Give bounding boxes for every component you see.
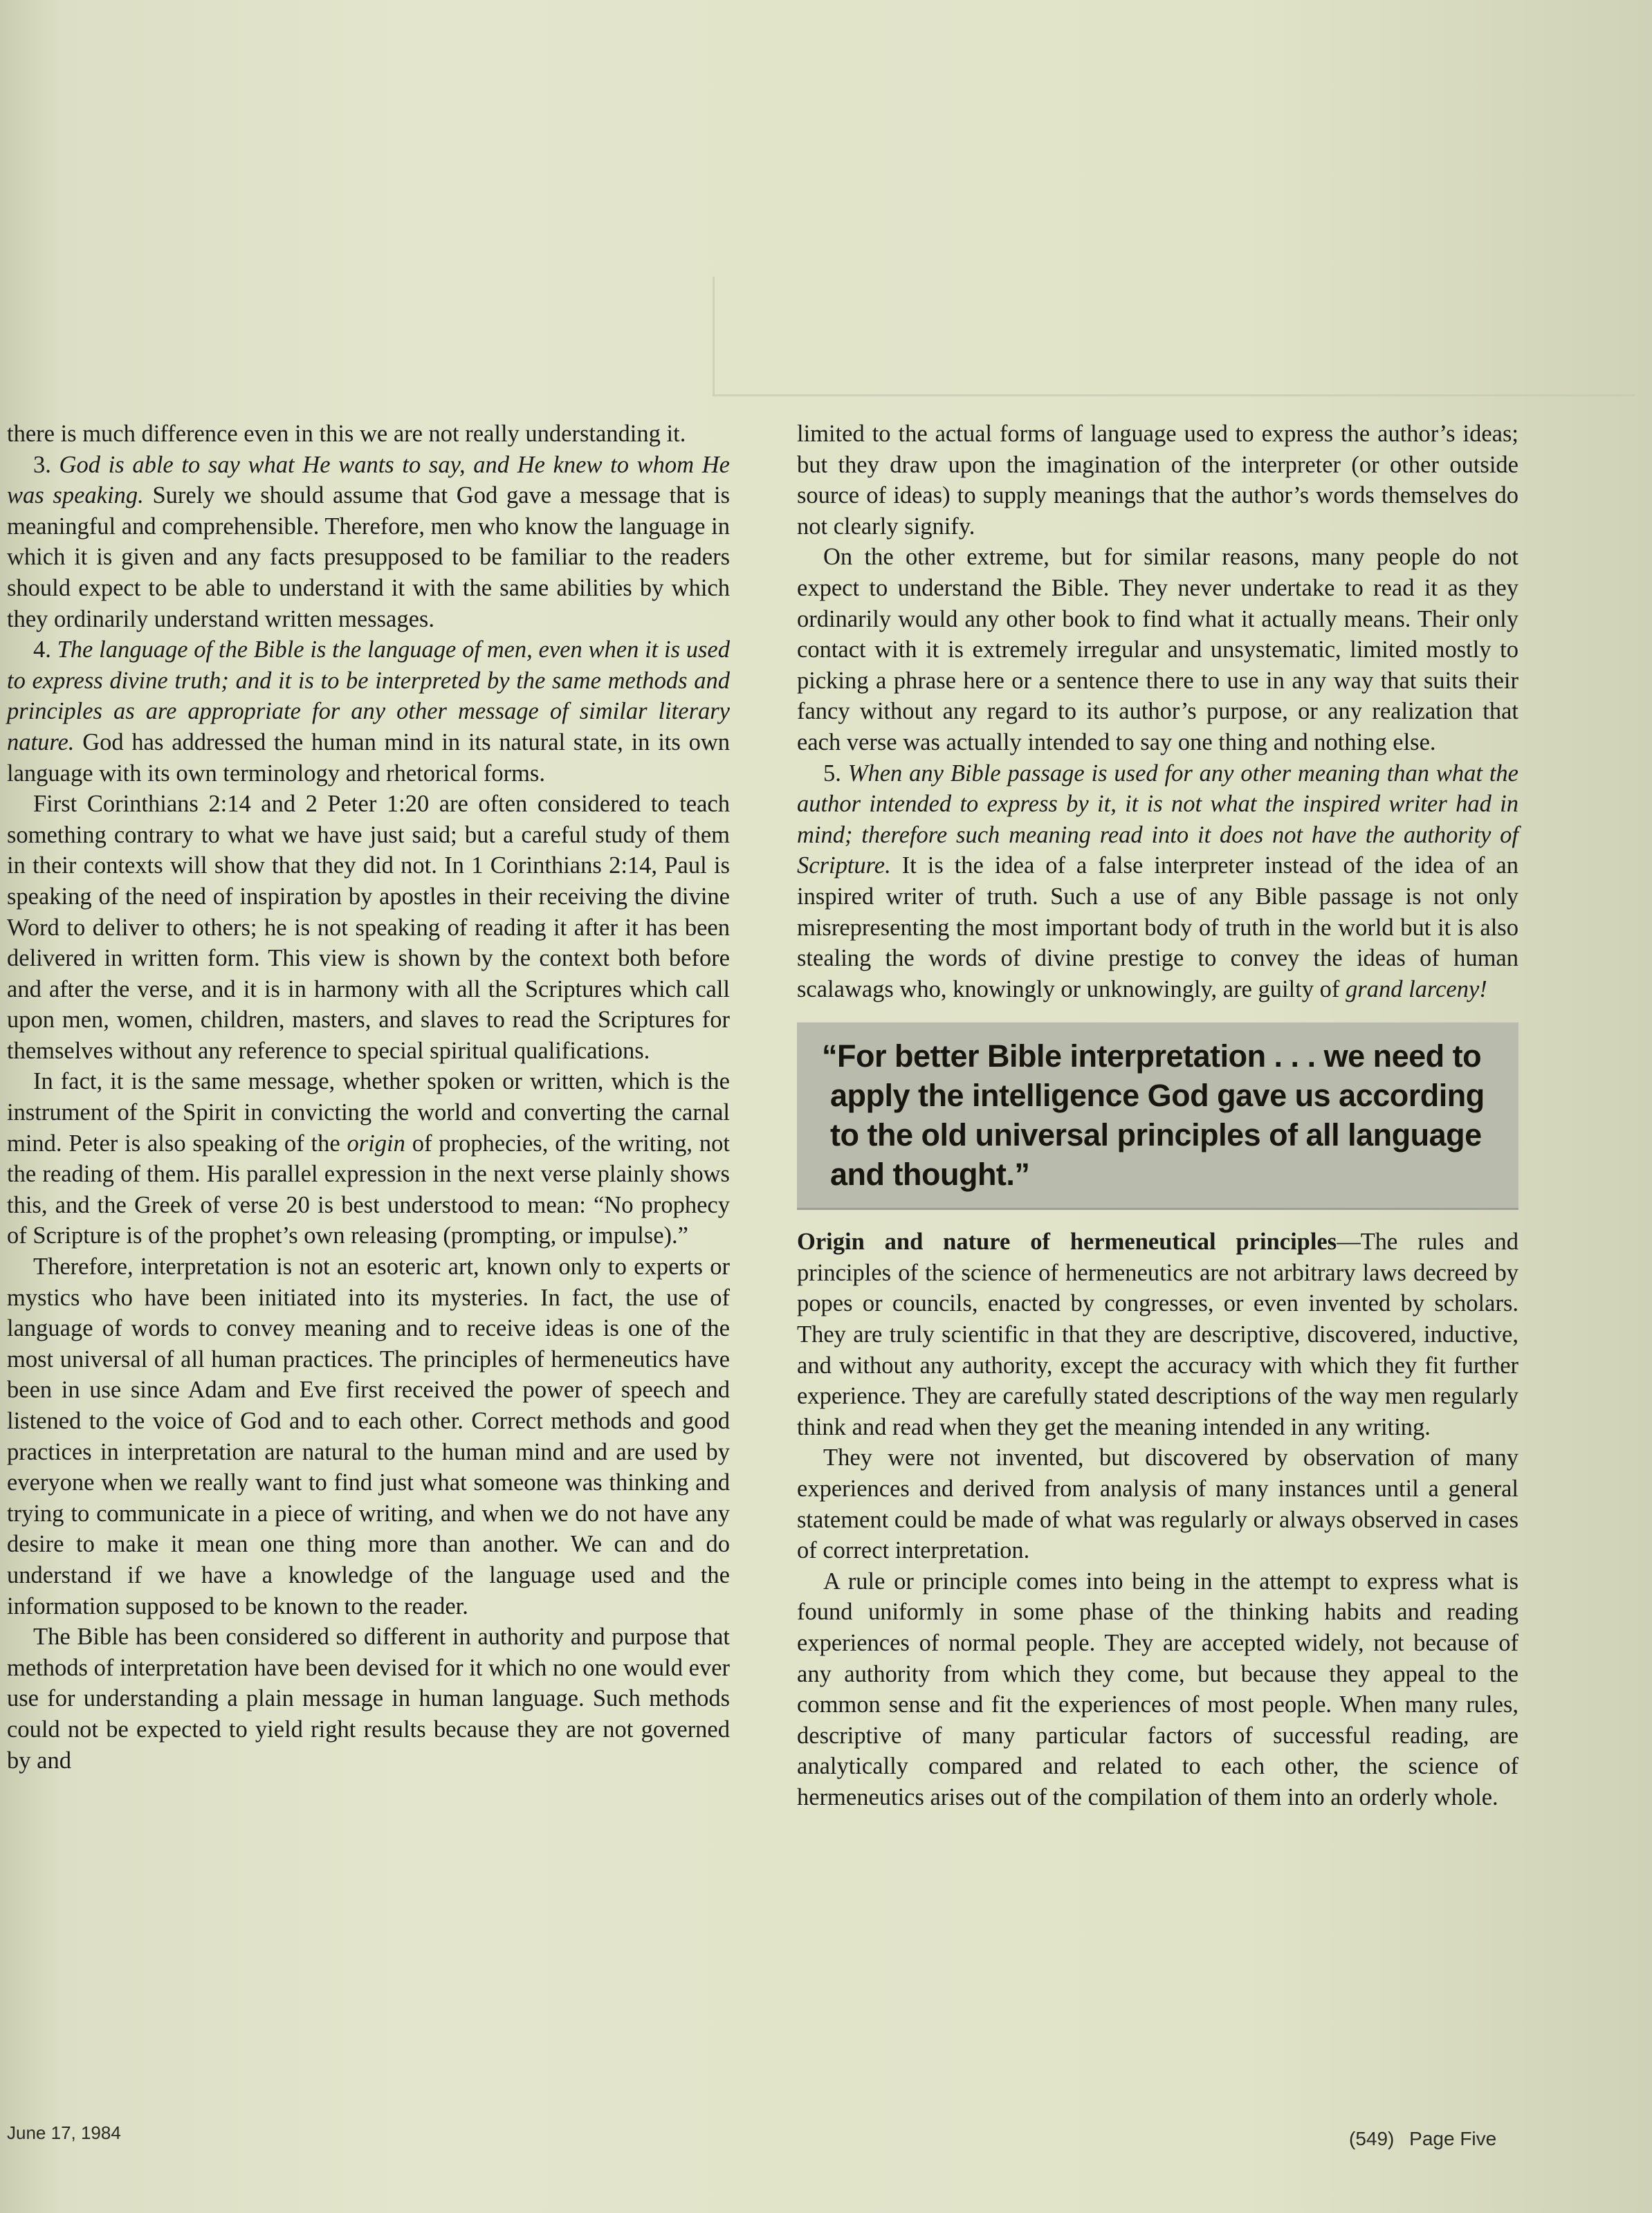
text-run: God has addressed the human mind in its natural state, in its own language with its own terminology and rhetorical forms. bbox=[7, 728, 730, 787]
text-run: 3. bbox=[33, 451, 59, 478]
paragraph: The Bible has been considered so different in authority and purpose that methods of interpretation have been devised for it which no one would ever use for understanding a plain message in human language. Such methods could not be expected to yield right results because they are not governed by and bbox=[7, 1624, 730, 1774]
italic-text: The language of the Bible is the language of men, even when it is used to express divine truth; and it is to be interpreted by the same methods and principles as are appropriate for any other message of similar literary nature. bbox=[7, 636, 730, 755]
faded-header-bleedthrough bbox=[138, 118, 1626, 408]
right-column-bottom-text bbox=[797, 1227, 1518, 1812]
text-run: —The rules and principles of the science of hermeneutics are not arbitrary laws decreed by popes or councils, enacted by congresses, or even invented by scholars. They are truly scientific in that they are descriptive, discovered, inductive, and without any authority, except the accuracy with which they fit further experience. They are carefully stated descriptions of the way men regularly think and read when they get the meaning intended in any writing. bbox=[797, 1229, 1518, 1440]
footer-page-number bbox=[1349, 2128, 1496, 2150]
paragraph: Therefore, interpretation is not an esoteric art, known only to experts or mystics who have been initiated into its mysteries. In fact, the use of language of words to convey meaning and to receive ideas is one of the most universal of all human practices. The principles of hermeneutics have been in use since Adam and Eve first received the power of speech and listened to the voice of God and to each other. Correct methods and good practices in interpretation are natural to the human mind and are used by everyone when we really want to find just what someone was thinking and trying to communicate in a piece of writing, and when we do not have any desire to make it mean one thing more than another. We can and do understand if we have a knowledge of the language used and the information supposed to be known to the reader. bbox=[7, 1254, 730, 1619]
paragraph: there is much difference even in this we are not really understanding it. bbox=[7, 421, 686, 447]
paragraph: First Corinthians 2:14 and 2 Peter 1:20 are often considered to teach something contrary to what we have just said; but a careful study of them in their contexts will show that they did not. In 1 Corinthians 2:14, Paul is speaking of the need of inspiration by apostles in their receiving the divine Word to deliver to others; he is not speaking of reading it after it has been delivered in written form. This view is shown by the context both before and after the verse, and it is in harmony with all the Scriptures which call upon men, women, children, masters, and slaves to read the Scriptures for themselves without any reference to special spiritual qualifications. bbox=[7, 791, 730, 1064]
footer-page-code: (549) bbox=[1349, 2128, 1395, 2149]
paragraph: On the other extreme, but for similar reasons, many people do not expect to understand the Bible. They never undertake to read it as they ordinarily would any other book to find what it actually means. Their only contact with it is extremely irregular and unsystematic, limited mostly to picking a phrase here or a sentence there to use in any way that suits their fancy without any regard to its author’s purpose, or any realization that each verse was actually intended to say one thing and nothing else. bbox=[797, 544, 1518, 755]
run-in-heading: Origin and nature of hermeneutical principles bbox=[797, 1229, 1337, 1256]
text-run: It is the idea of a false interpreter instead of the idea of an inspired writer of truth. Such a use of any Bible passage is not only misrepresenting the most important body of truth in the world but it is also stealing the words of divine prestige to convey the ideas of human scalawags who, knowingly or unknowingly, are guilty of bbox=[797, 852, 1518, 1002]
footer-date: June 17, 1984 bbox=[7, 2122, 121, 2143]
right-column-top-text bbox=[797, 419, 1518, 1004]
text-run: 5. bbox=[823, 760, 848, 787]
pull-quote: “For better Bible interpretation . . . we need to apply the intelligence God gave us according to the old universal principles of all language and thought.” bbox=[797, 1022, 1518, 1210]
italic-text: grand larceny! bbox=[1346, 975, 1487, 1002]
text-run: Surely we should assume that God gave a message that is meaningful and comprehensible. Therefore, men who know the language in which it is given and any facts presupposed to be familiar to the readers should expect to be able to understand it with the same abilities by which they ordinarily understand written messages. bbox=[7, 482, 730, 632]
text-run: In fact, it is the same message, whether spoken or written, which is the instrument of the Spirit in convicting the world and converting the carnal mind. Peter is also speaking of the bbox=[7, 1068, 730, 1157]
paragraph bbox=[797, 758, 1518, 1005]
header-rule-box bbox=[713, 277, 1635, 396]
text-run: of prophecies, of the writing, not the reading of them. His parallel expression in the next verse plainly shows this, and the Greek of verse 20 is best understood to mean: “No prophecy of Scripture is of the prophet’s own releasing (prompting, or impulse).” bbox=[7, 1130, 730, 1249]
left-column bbox=[7, 419, 730, 1776]
paragraph: limited to the actual forms of language used to express the author’s ideas; but they draw upon the imagination of the interpreter (or other outside source of ideas) to supply meanings that the author’s words themselves do not clearly signify. bbox=[797, 421, 1518, 540]
paragraph: They were not invented, but discovered by observation of many experiences and derived from analysis of many instances until a general statement could be made of what was regularly or always observed in cases of correct interpretation. bbox=[797, 1444, 1518, 1564]
italic-text: God is able to say what He wants to say, and He knew to whom He was speaking. bbox=[7, 451, 730, 509]
text-run: 4. bbox=[33, 636, 57, 663]
italic-text: origin bbox=[347, 1130, 405, 1157]
footer-page-label: Page Five bbox=[1409, 2128, 1497, 2149]
italic-text: When any Bible passage is used for any other meaning than what the author intended to express by it, it is not what the inspired writer had in mind; therefore such meaning read into it does not have the authority of Scripture. bbox=[797, 760, 1518, 879]
paragraph bbox=[7, 634, 730, 789]
right-column bbox=[797, 419, 1518, 1813]
paragraph bbox=[797, 1227, 1518, 1442]
paragraph: A rule or principle comes into being in the attempt to express what is found uniformly in some phase of the thinking habits and reading experiences of normal people. They are accepted widely, not because of any authority from which they come, but because they appeal to the common sense and fit the experiences of most people. When many rules, descriptive of many particular factors of successful reading, are analytically compared and related to each other, the science of hermeneutics arises out of the compilation of them into an orderly whole. bbox=[797, 1568, 1518, 1810]
paragraph bbox=[7, 1066, 730, 1251]
paragraph bbox=[7, 450, 730, 635]
